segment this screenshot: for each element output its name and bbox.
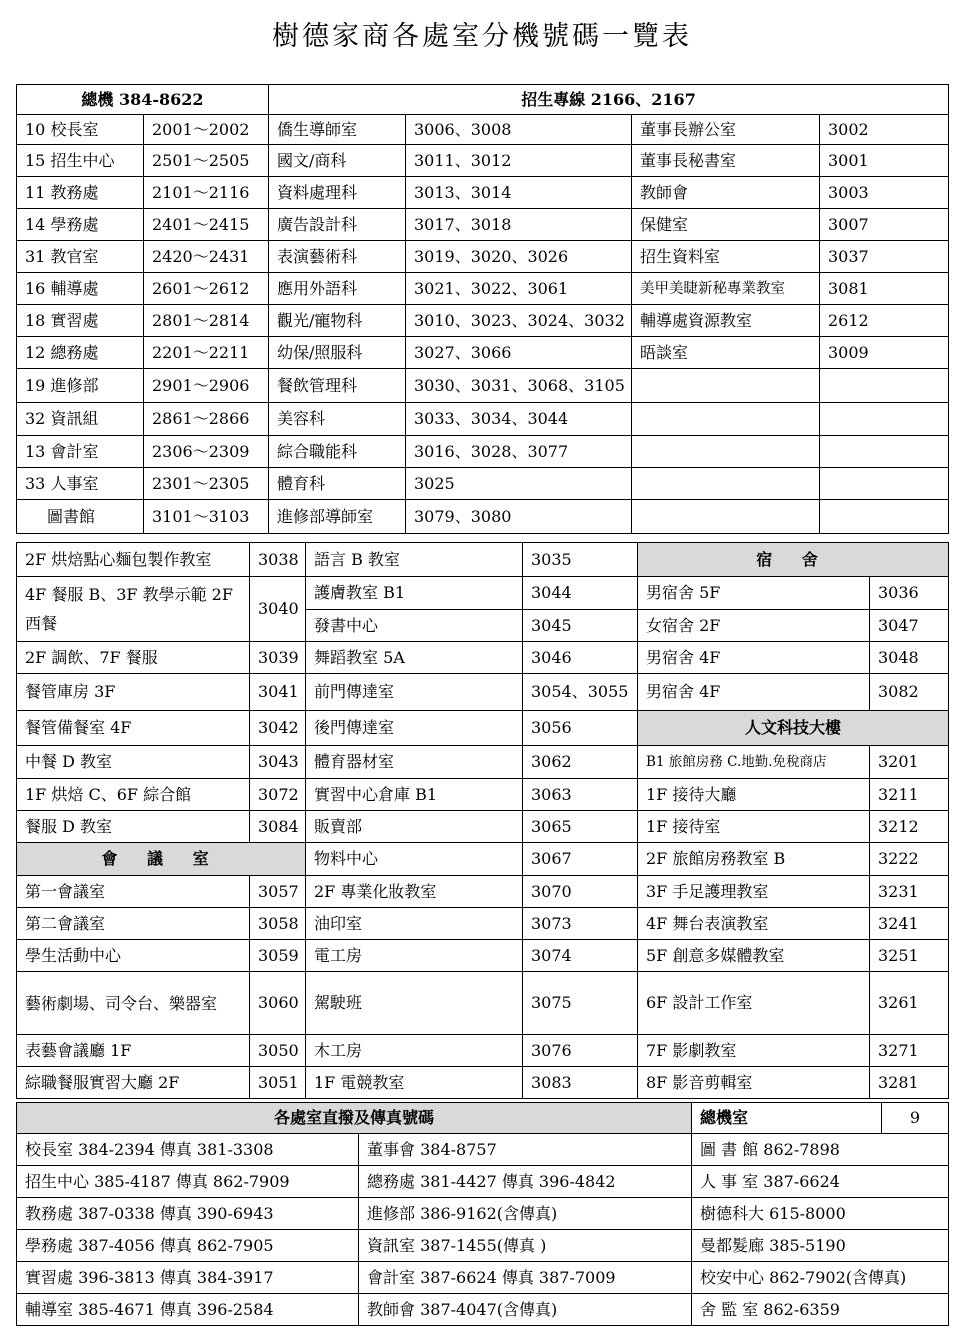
office-ext: 3002: [820, 115, 949, 145]
tech-room-name: B1 旅館房務 C.地勤.免稅商店: [638, 746, 870, 779]
tech-room-ext: 3212: [870, 811, 949, 843]
dept-name: 圖書館: [17, 500, 144, 534]
office-ext: 3003: [820, 177, 949, 209]
facility-ext: 3045: [523, 610, 638, 642]
dept-ext: 2801～2814: [144, 305, 269, 337]
facility-name: 2F 調飲、7F 餐服: [17, 642, 250, 674]
subject-office-ext: 3010、3023、3024、3032: [406, 305, 632, 337]
facility-ext: 3074: [523, 940, 638, 972]
dorm-ext: 3048: [870, 642, 949, 674]
meeting-room-ext: 3060: [250, 972, 306, 1035]
subject-office-ext: 3025: [406, 468, 632, 500]
tech-room-name: 4F 舞台表演教室: [638, 908, 870, 940]
meeting-room-name: 第二會議室: [17, 908, 250, 940]
meeting-room-name: 第一會議室: [17, 876, 250, 908]
facility-ext: 3072: [250, 779, 306, 811]
tech-room-name: 3F 手足護理教室: [638, 876, 870, 908]
office-name: 招生資料室: [632, 241, 820, 273]
dorm-name: 男宿舍 5F: [638, 577, 870, 610]
dept-name: 19 進修部: [17, 369, 144, 403]
subject-office-name: 綜合職能科: [269, 436, 406, 468]
dept-ext: 2601～2612: [144, 273, 269, 305]
office-name: 保健室: [632, 209, 820, 241]
facility-name: 販賣部: [306, 811, 523, 843]
facility-ext: 3073: [523, 908, 638, 940]
office-name: 董事長辦公室: [632, 115, 820, 145]
tech-room-ext: 3231: [870, 876, 949, 908]
subject-office-ext: 3017、3018: [406, 209, 632, 241]
facility-name: 實習中心倉庫 B1: [306, 779, 523, 811]
office-ext: 2612: [820, 305, 949, 337]
tech-room-ext: 3271: [870, 1035, 949, 1067]
meeting-room-ext: 3058: [250, 908, 306, 940]
dept-name: 13 會計室: [17, 436, 144, 468]
facility-ext: 3062: [523, 746, 638, 779]
subject-office-ext: 3019、3020、3026: [406, 241, 632, 273]
direct-line-entry: 校安中心 862-7902(含傳真): [692, 1262, 949, 1294]
direct-line-header: 各處室直撥及傳真號碼: [17, 1103, 692, 1134]
office-name: 晤談室: [632, 337, 820, 369]
dept-ext: 2201～2211: [144, 337, 269, 369]
dept-ext: 2001～2002: [144, 115, 269, 145]
office-ext: [820, 369, 949, 403]
subject-office-ext: 3006、3008: [406, 115, 632, 145]
direct-line-entry: 進修部 386-9162(含傳真): [359, 1198, 692, 1230]
direct-line-entry: 樹德科大 615-8000: [692, 1198, 949, 1230]
tech-room-ext: 3241: [870, 908, 949, 940]
office-ext: 3009: [820, 337, 949, 369]
meeting-room-header: [17, 843, 306, 876]
tech-room-ext: 3222: [870, 843, 949, 876]
facility-ext: 3042: [250, 711, 306, 746]
facility-ext: 3083: [523, 1067, 638, 1099]
facility-extension-table: [16, 542, 949, 1099]
dorm-ext: 3082: [870, 674, 949, 711]
direct-line-entry: 教務處 387-0338 傳真 390-6943: [17, 1198, 359, 1230]
facility-ext: 3076: [523, 1035, 638, 1067]
facility-name: 發書中心: [306, 610, 523, 642]
subject-office-name: 幼保/照服科: [269, 337, 406, 369]
dept-name: 15 招生中心: [17, 145, 144, 177]
tech-room-ext: 3281: [870, 1067, 949, 1099]
tech-room-name: 7F 影劇教室: [638, 1035, 870, 1067]
facility-ext: 3054、3055: [523, 674, 638, 711]
subject-office-name: 表演藝術科: [269, 241, 406, 273]
dorm-header: [638, 543, 949, 577]
office-name: [632, 436, 820, 468]
facility-name: 木工房: [306, 1035, 523, 1067]
facility-ext: 3063: [523, 779, 638, 811]
dept-ext: 2861～2866: [144, 403, 269, 436]
facility-ext: 3039: [250, 642, 306, 674]
facility-ext: 3084: [250, 811, 306, 843]
tech-room-ext: 3201: [870, 746, 949, 779]
facility-name: 中餐 D 教室: [17, 746, 250, 779]
office-name: 教師會: [632, 177, 820, 209]
direct-line-entry: 董事會 384-8757: [359, 1134, 692, 1166]
office-name: [632, 468, 820, 500]
office-ext: 3081: [820, 273, 949, 305]
subject-office-name: 僑生導師室: [269, 115, 406, 145]
facility-name: 餐服 D 教室: [17, 811, 250, 843]
facility-name: 護膚教室 B1: [306, 577, 523, 610]
direct-line-entry: 舍 監 室 862-6359: [692, 1294, 949, 1326]
meeting-room-ext: 3050: [250, 1035, 306, 1067]
subject-office-name: 資料處理科: [269, 177, 406, 209]
subject-office-ext: 3011、3012: [406, 145, 632, 177]
facility-name: 1F 電競教室: [306, 1067, 523, 1099]
dorm-name: 男宿舍 4F: [638, 642, 870, 674]
office-ext: [820, 403, 949, 436]
direct-line-entry: 學務處 387-4056 傳真 862-7905: [17, 1230, 359, 1262]
facility-name: 舞蹈教室 5A: [306, 642, 523, 674]
main-extension-table: [16, 84, 949, 534]
dept-ext: 2901～2906: [144, 369, 269, 403]
office-ext: [820, 500, 949, 534]
facility-name: 電工房: [306, 940, 523, 972]
direct-line-entry: 實習處 396-3813 傳真 384-3917: [17, 1262, 359, 1294]
direct-line-entry: 校長室 384-2394 傳真 381-3308: [17, 1134, 359, 1166]
subject-office-name: 體育科: [269, 468, 406, 500]
facility-name: 4F 餐服 B、3F 教學示範 2F 西餐: [17, 577, 250, 642]
facility-ext: 3065: [523, 811, 638, 843]
tech-room-ext: 3251: [870, 940, 949, 972]
subject-office-name: 餐飲管理科: [269, 369, 406, 403]
dept-ext: 3101～3103: [144, 500, 269, 534]
meeting-room-name: 學生活動中心: [17, 940, 250, 972]
facility-ext: 3046: [523, 642, 638, 674]
facility-ext: 3075: [523, 972, 638, 1035]
office-name: 董事長秘書室: [632, 145, 820, 177]
direct-line-entry: 曼都髮廊 385-5190: [692, 1230, 949, 1262]
dept-name: 14 學務處: [17, 209, 144, 241]
facility-ext: 3056: [523, 711, 638, 746]
office-name: [632, 369, 820, 403]
subject-office-ext: 3021、3022、3061: [406, 273, 632, 305]
meeting-room-header-label: 會 議 室: [101, 849, 221, 868]
facility-name: 1F 烘焙 C、6F 綜合館: [17, 779, 250, 811]
meeting-room-name: 綜職餐服實習大廳 2F: [17, 1067, 250, 1099]
subject-office-name: 應用外語科: [269, 273, 406, 305]
dept-name: 12 總務處: [17, 337, 144, 369]
subject-office-name: 美容科: [269, 403, 406, 436]
admission-hotline-header: 招生專線 2166、2167: [269, 85, 949, 115]
tech-room-name: 6F 設計工作室: [638, 972, 870, 1035]
direct-line-entry: 總務處 381-4427 傳真 396-4842: [359, 1166, 692, 1198]
dept-name: 16 輔導處: [17, 273, 144, 305]
operator-ext: 9: [882, 1103, 949, 1134]
dept-name: 11 教務處: [17, 177, 144, 209]
facility-name: 體育器材室: [306, 746, 523, 779]
dept-name: 31 教官室: [17, 241, 144, 273]
direct-line-table: [16, 1102, 949, 1326]
subject-office-name: 進修部導師室: [269, 500, 406, 534]
facility-ext: 3070: [523, 876, 638, 908]
meeting-room-ext: 3059: [250, 940, 306, 972]
subject-office-name: 觀光/寵物科: [269, 305, 406, 337]
facility-name: 駕駛班: [306, 972, 523, 1035]
office-name: [632, 500, 820, 534]
meeting-room-name: 藝術劇場、司令台、樂器室: [17, 972, 250, 1035]
dept-ext: 2301～2305: [144, 468, 269, 500]
dept-name: 18 實習處: [17, 305, 144, 337]
facility-name: 餐管備餐室 4F: [17, 711, 250, 746]
facility-name: 油印室: [306, 908, 523, 940]
office-ext: 3037: [820, 241, 949, 273]
facility-name: 餐管庫房 3F: [17, 674, 250, 711]
operator-label: 總機室: [692, 1103, 882, 1134]
office-name: [632, 403, 820, 436]
dept-ext: 2401～2415: [144, 209, 269, 241]
direct-line-entry: 資訊室 387-1455(傳真 ): [359, 1230, 692, 1262]
tech-room-ext: 3211: [870, 779, 949, 811]
subject-office-ext: 3030、3031、3068、3105: [406, 369, 632, 403]
dept-ext: 2501～2505: [144, 145, 269, 177]
facility-ext: 3035: [523, 543, 638, 577]
tech-room-ext: 3261: [870, 972, 949, 1035]
dept-ext: 2420～2431: [144, 241, 269, 273]
facility-ext: 3041: [250, 674, 306, 711]
office-name: 美甲美睫新秘專業教室: [632, 273, 820, 305]
facility-name: 物料中心: [306, 843, 523, 876]
facility-ext: 3067: [523, 843, 638, 876]
tech-building-header: 人文科技大樓: [638, 711, 949, 746]
dorm-ext: 3036: [870, 577, 949, 610]
meeting-room-ext: 3057: [250, 876, 306, 908]
dept-name: 33 人事室: [17, 468, 144, 500]
dept-name: 10 校長室: [17, 115, 144, 145]
direct-line-entry: 圖 書 館 862-7898: [692, 1134, 949, 1166]
office-ext: 3001: [820, 145, 949, 177]
office-name: 輔導處資源教室: [632, 305, 820, 337]
tech-room-name: 1F 接待大廳: [638, 779, 870, 811]
tech-room-name: 8F 影音剪輯室: [638, 1067, 870, 1099]
office-ext: [820, 468, 949, 500]
subject-office-ext: 3013、3014: [406, 177, 632, 209]
meeting-room-ext: 3051: [250, 1067, 306, 1099]
subject-office-ext: 3027、3066: [406, 337, 632, 369]
facility-ext: 3038: [250, 543, 306, 577]
dept-ext: 2101～2116: [144, 177, 269, 209]
subject-office-ext: 3016、3028、3077: [406, 436, 632, 468]
subject-office-ext: 3079、3080: [406, 500, 632, 534]
direct-line-entry: 人 事 室 387-6624: [692, 1166, 949, 1198]
facility-name: 後門傳達室: [306, 711, 523, 746]
page-title: 樹德家商各處室分機號碼一覽表: [272, 21, 692, 52]
facility-ext: 3040: [250, 577, 306, 642]
dorm-name: 男宿舍 4F: [638, 674, 870, 711]
dept-ext: 2306～2309: [144, 436, 269, 468]
subject-office-name: 國文/商科: [269, 145, 406, 177]
facility-ext: 3044: [523, 577, 638, 610]
meeting-room-name: 表藝會議廳 1F: [17, 1035, 250, 1067]
facility-ext: 3043: [250, 746, 306, 779]
dorm-header-label: 宿 舍: [756, 549, 830, 569]
direct-line-entry: 會計室 387-6624 傳真 387-7009: [359, 1262, 692, 1294]
facility-name: 前門傳達室: [306, 674, 523, 711]
dept-name: 32 資訊組: [17, 403, 144, 436]
dorm-name: 女宿舍 2F: [638, 610, 870, 642]
facility-name: 語言 B 教室: [306, 543, 523, 577]
tech-room-name: 5F 創意多媒體教室: [638, 940, 870, 972]
direct-line-entry: 教師會 387-4047(含傳真): [359, 1294, 692, 1326]
facility-name: 2F 烘焙點心麵包製作教室: [17, 543, 250, 577]
tech-room-name: 2F 旅館房務教室 B: [638, 843, 870, 876]
subject-office-ext: 3033、3034、3044: [406, 403, 632, 436]
tech-room-name: 1F 接待室: [638, 811, 870, 843]
dorm-ext: 3047: [870, 610, 949, 642]
office-ext: 3007: [820, 209, 949, 241]
direct-line-entry: 招生中心 385-4187 傳真 862-7909: [17, 1166, 359, 1198]
direct-line-entry: 輔導室 385-4671 傳真 396-2584: [17, 1294, 359, 1326]
main-switchboard-header: 總機 384-8622: [17, 85, 269, 115]
subject-office-name: 廣告設計科: [269, 209, 406, 241]
office-ext: [820, 436, 949, 468]
facility-name: 2F 專業化妝教室: [306, 876, 523, 908]
